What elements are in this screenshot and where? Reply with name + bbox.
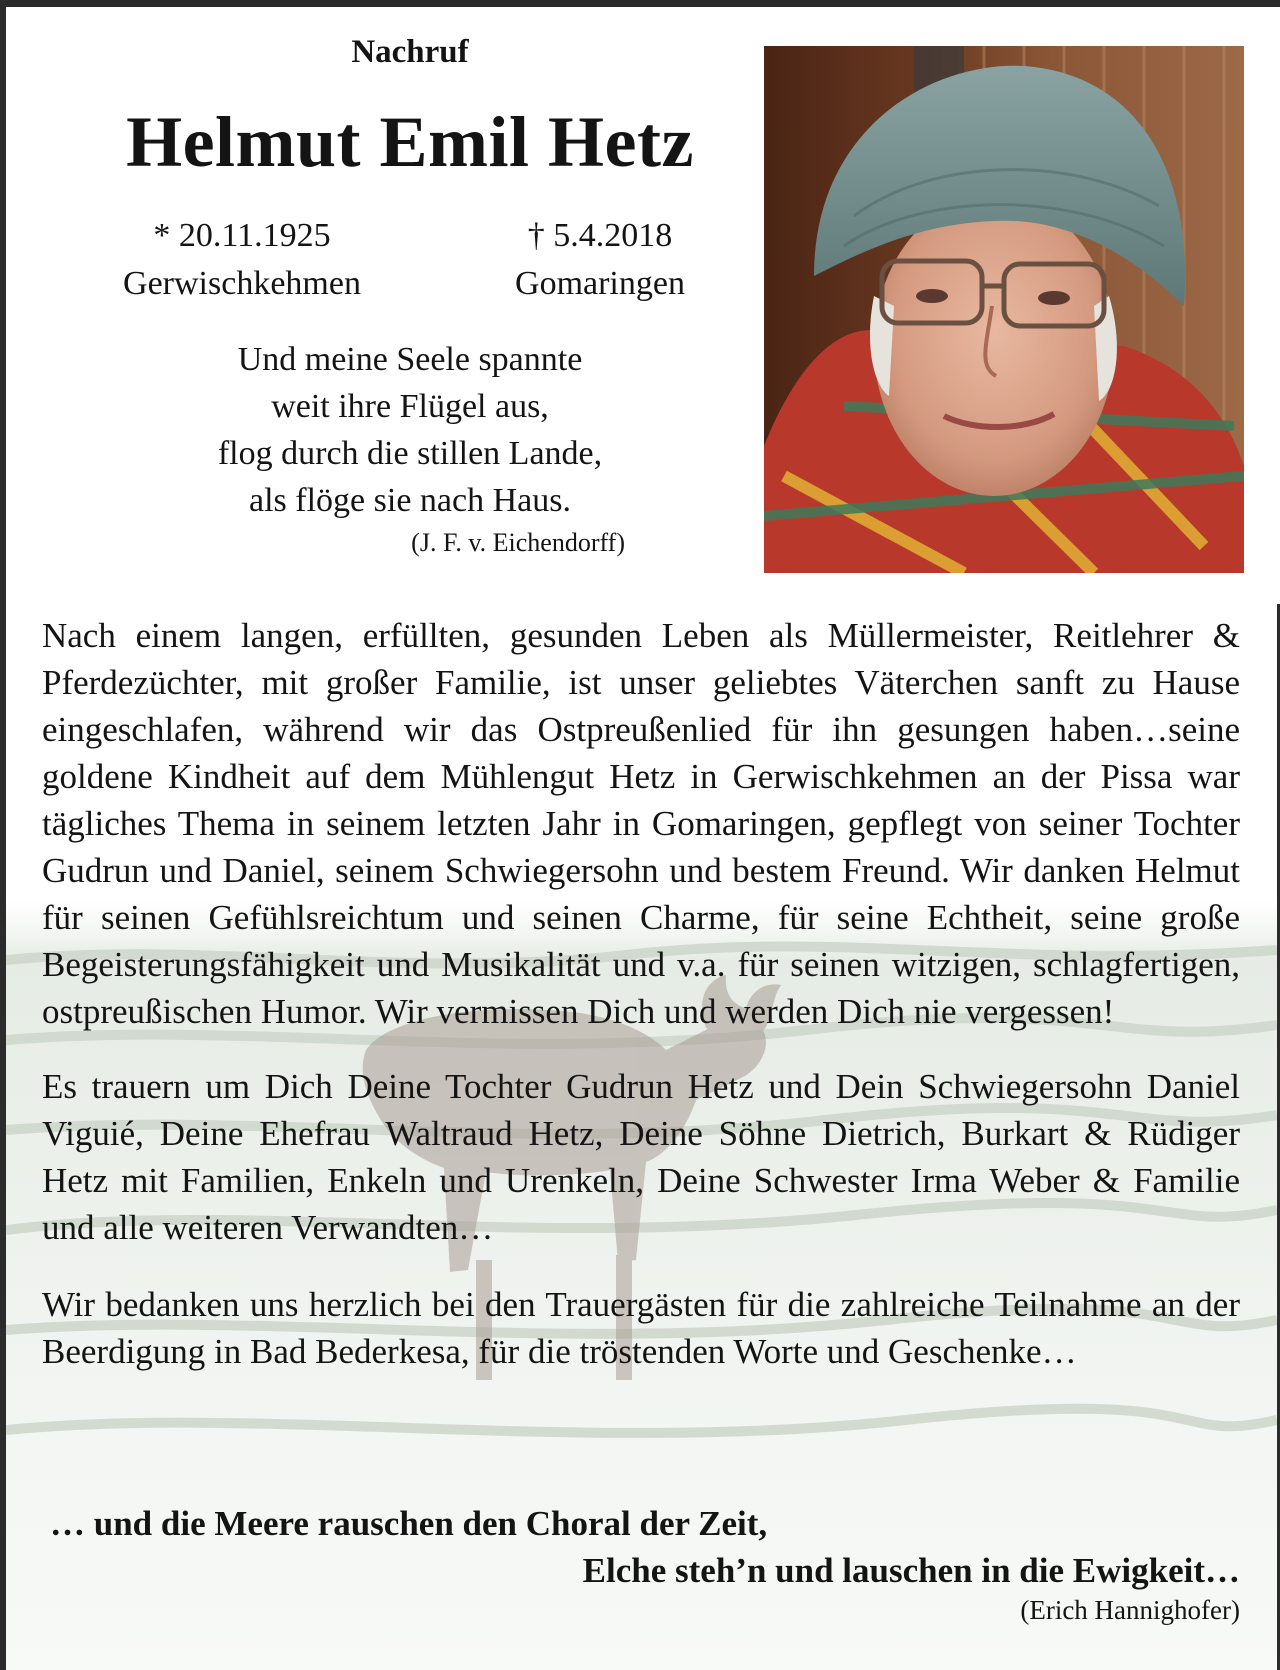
obituary-body <box>42 612 1240 1375</box>
birth-date: * 20.11.1925 <box>153 217 331 254</box>
death-info <box>450 212 750 308</box>
poem-line: als flöge sie nach Haus. <box>249 482 571 519</box>
body-paragraph: Nach einem langen, erfüllten, gesunden Leben als Müllermeister, Reitlehrer & Pferdezüchter, mit großer Familie, ist unser geliebtes Väterchen sanft zu Hause eingeschlafen, während wir das Ostpreußenlied für ihn gesungen haben…seine goldene Kindheit auf dem Mühlengut Hetz in Gerwischkehmen an der Pissa war tägliches Thema in seinem letzten Jahr in Gomaringen, gepflegt von seiner Tochter Gudrun und Daniel, seinem Schwiegersohn und bestem Freund. Wir danken Helmut für seinen Gefühlsreichtum und seinen Charme, für seine Echtheit, seine große Begeisterungsfähigkeit und Musikalität und v.a. für seinen witzigen, schlagfertigen, ostpreußischen Humor. Wir vermissen Dich und werden Dich nie vergessen! <box>42 616 1240 1031</box>
portrait-photo <box>764 46 1244 573</box>
birth-place: Gerwischkehmen <box>123 265 361 302</box>
deceased-name: Helmut Emil Hetz <box>126 102 694 182</box>
closing-source: (Erich Hannighofer) <box>1020 1595 1240 1625</box>
closing-verse <box>50 1500 1240 1594</box>
notice-label: Nachruf <box>351 34 469 70</box>
death-date: † 5.4.2018 <box>527 217 673 254</box>
poem-source: (J. F. v. Eichendorff) <box>411 528 625 557</box>
frame-top-border <box>0 0 1280 7</box>
poem-line: Und meine Seele spannte <box>237 341 583 378</box>
poem-line: flog durch die stillen Lande, <box>217 435 603 472</box>
poem <box>40 336 780 524</box>
portrait-illustration <box>764 46 1244 573</box>
body-paragraph: Wir bedanken uns herzlich bei den Trauergästen für die zahlreiche Teilnahme an der Beerdigung in Bad Bederkesa, für die tröstenden Worte und Geschenke… <box>42 1285 1240 1371</box>
death-place: Gomaringen <box>515 265 685 302</box>
body-paragraph: Es trauern um Dich Deine Tochter Gudrun Hetz und Dein Schwiegersohn Daniel Viguié, Deine Ehefrau Waltraud Hetz, Deine Söhne Dietrich, Burkart & Rüdiger Hetz mit Familien, Enkeln und Urenkeln, Deine Schwester Irma Weber & Familie und alle weiteren Verwandten… <box>42 1067 1240 1247</box>
notice-header <box>40 28 780 558</box>
birth-info <box>92 212 392 308</box>
life-dates <box>92 212 750 308</box>
closing-line: Elche steh’n und lauschen in die Ewigkeit… <box>582 1551 1240 1590</box>
poem-line: weit ihre Flügel aus, <box>271 388 549 425</box>
closing-line: … und die Meere rauschen den Choral der Zeit, <box>50 1504 768 1543</box>
